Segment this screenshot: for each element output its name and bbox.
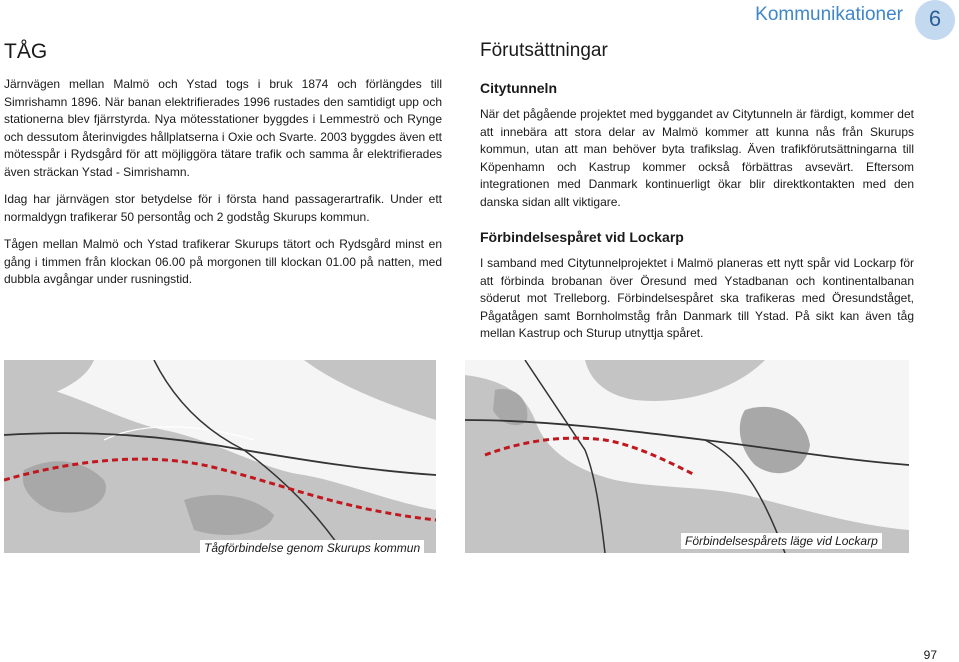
paragraph-schedule: Tågen mellan Malmö och Ystad trafikerar Skurups tätort och Rydsgård minst en gång i timmen från klockan 06.00 på morgonen till klockan 01.00 på natten, med dubbla avgångar under rusningstid. — [4, 237, 442, 286]
paragraph-history: Järnvägen mellan Malmö och Ystad togs i bruk 1874 och förlängdes till Simrishamn 1896. När banan elektrifierades 1996 rustades den samtidigt upp och stationerna blev fjärrstyrda. Nya mötesstationer byggdes i Lemmeströ och Rynge och dessutom återinvigdes hållplatserna i Oxie och Svarte. 2003 byggdes även ett mötesspår i Rydsgård för att möjliggöra tätare trafik och samma år elektrifierades även sträckan Ystad - Simrishamn. — [4, 77, 442, 179]
right-column — [480, 40, 914, 353]
map-lockarp — [465, 360, 909, 553]
map-rail-skurup — [4, 360, 436, 553]
paragraph-traffic: Idag har järnvägen stor betydelse för i första hand passagerartrafik. Under ett normaldygn trafikerar 50 persontåg och 2 godståg Skurups kommun. — [4, 192, 442, 224]
chapter-number-badge: 6 — [915, 0, 955, 40]
section-title-tag: TÅG — [4, 40, 48, 63]
map-caption-lockarp: Förbindelsespårets läge vid Lockarp — [681, 533, 882, 549]
chapter-title: Kommunikationer — [755, 4, 903, 25]
map-rail-skurup-graphic — [4, 360, 436, 553]
map-lockarp-graphic — [465, 360, 909, 553]
paragraph-lockarp: I samband med Citytunnelprojektet i Malmö planeras ett nytt spår vid Lockarp för att förbinda brobanan över Öresund med Ystadbanan och kontinentalbanan söderut mot Trelleborg. Förbindelsespåret ska trafikeras med Öresundståget, Pågatågen samt Bornholmståg från Danmark till Ystad. På sikt kan även tåg mellan Kastrup och Sturup utnyttja spåret. — [480, 256, 914, 340]
subheading-lockarp: Förbindelsespåret vid Lockarp — [480, 229, 684, 245]
map-caption-skurup: Tågförbindelse genom Skurups kommun — [200, 540, 424, 556]
subheading-citytunneln: Citytunneln — [480, 80, 557, 96]
paragraph-citytunneln: När det pågående projektet med byggandet av Citytunneln är färdigt, kommer det att innebära att stora delar av Malmö kommer att kunna nås från Skurups kommun, utan att man behöver byta trafikslag. Även trafikförutsättningarna till Köpenhamn och Kastrup kommer också förbättras avsevärt. Eftersom integrationen med Danmark kontinuerligt ökar blir direktkontakten med den danska sidan allt viktigare. — [480, 107, 914, 209]
page-number: 97 — [923, 648, 937, 662]
left-column — [4, 40, 442, 299]
section-title-forutsattningar: Förutsättningar — [480, 40, 608, 61]
